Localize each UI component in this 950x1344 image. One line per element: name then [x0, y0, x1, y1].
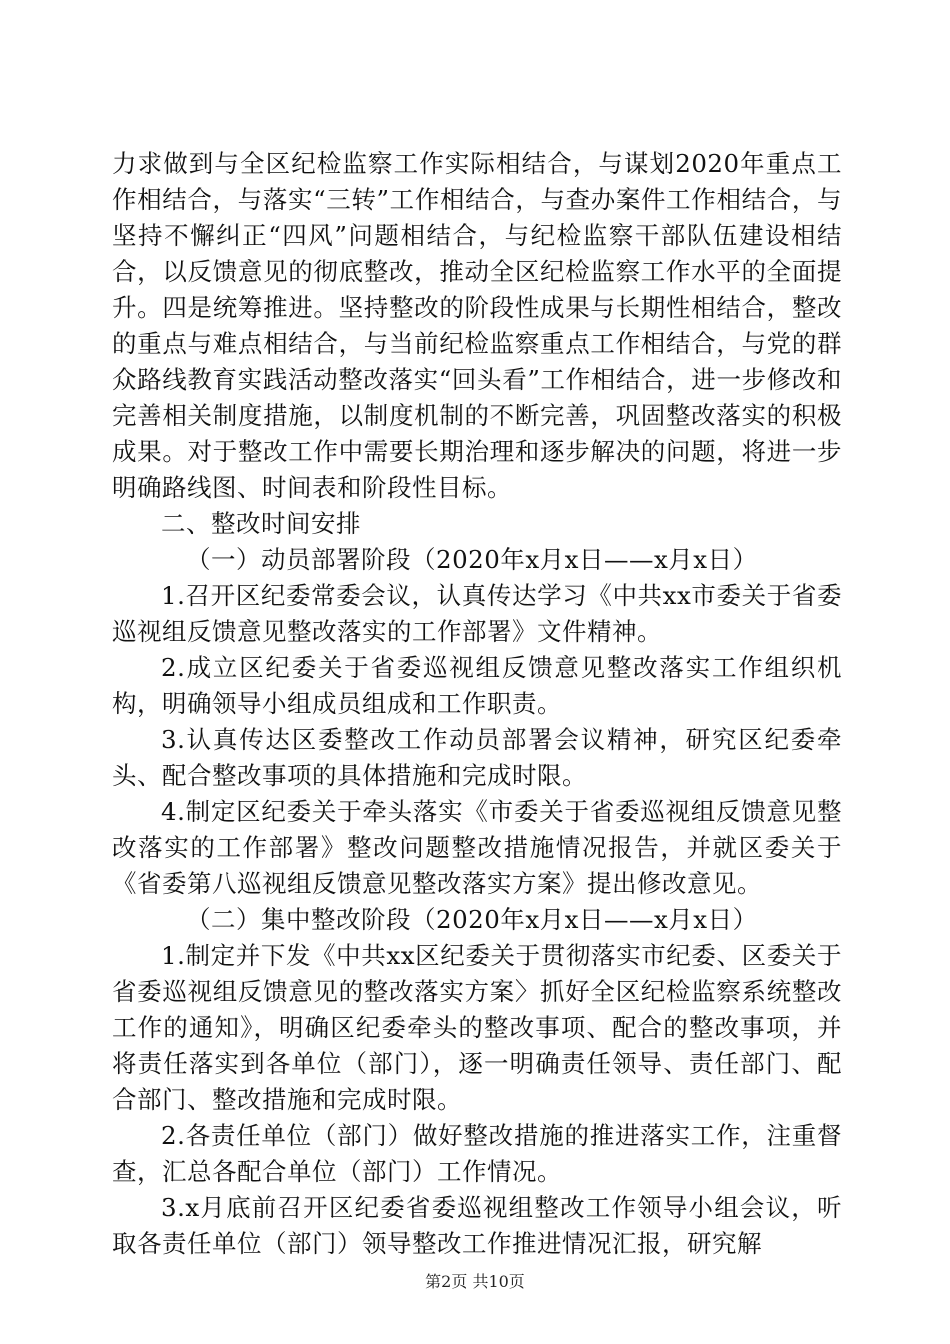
- list-item-paragraph: 2.各责任单位（部门）做好整改措施的推进落实工作，注重督查，汇总各配合单位（部门）工作情况。: [112, 1121, 842, 1186]
- subsection-heading-mobilization: （一）动员部署阶段（2020年x月x日——x月x日）: [186, 545, 758, 574]
- paragraph-continuation: 力求做到与全区纪检监察工作实际相结合，与谋划2020年重点工作相结合，与落实“三转”工作相结合，与查办案件工作相结合，与坚持不懈纠正“四风”问题相结合，与纪检监察干部队伍建设相结合，以反馈意见的彻底整改，推动全区纪检监察工作水平的全面提升。四是统筹推进。坚持整改的阶段性成果与长期性相结合，整改的重点与难点相结合，与当前纪检监察重点工作相结合，与党的群众路线教育实践活动整改落实“回头看”工作相结合，进一步修改和完善相关制度措施，以制度机制的不断完善，巩固整改落实的积极成果。对于整改工作中需要长期治理和逐步解决的问题，将进一步明确路线图、时间表和阶段性目标。: [112, 149, 842, 502]
- document-body: [112, 146, 842, 1262]
- list-item-paragraph: 2.成立区纪委关于省委巡视组反馈意见整改落实工作组织机构，明确领导小组成员组成和工作职责。: [112, 653, 842, 718]
- page-number-footer: 第2页 共10页: [425, 1272, 525, 1291]
- list-item-paragraph: 4.制定区纪委关于牵头落实《市委关于省委巡视组反馈意见整改落实的工作部署》整改问题整改措施情况报告，并就区委关于《省委第八巡视组反馈意见整改落实方案》提出修改意见。: [112, 797, 842, 898]
- subsection-heading-rectification: （二）集中整改阶段（2020年x月x日——x月x日）: [186, 905, 758, 934]
- list-item-paragraph: 1.召开区纪委常委会议，认真传达学习《中共xx市委关于省委巡视组反馈意见整改落实的工作部署》文件精神。: [112, 581, 842, 646]
- list-item-paragraph: 3.x月底前召开区纪委省委巡视组整改工作领导小组会议，听取各责任单位（部门）领导整改工作推进情况汇报，研究解: [112, 1193, 842, 1258]
- section-heading-schedule: 二、整改时间安排: [161, 509, 361, 538]
- list-item-paragraph: 3.认真传达区委整改工作动员部署会议精神，研究区纪委牵头、配合整改事项的具体措施和完成时限。: [112, 725, 842, 790]
- list-item-paragraph: 1.制定并下发《中共xx区纪委关于贯彻落实市纪委、区委关于省委巡视组反馈意见的整改落实方案〉抓好全区纪检监察系统整改工作的通知》，明确区纪委牵头的整改事项、配合的整改事项，并将责任落实到各单位（部门），逐一明确责任领导、责任部门、配合部门、整改措施和完成时限。: [112, 941, 842, 1114]
